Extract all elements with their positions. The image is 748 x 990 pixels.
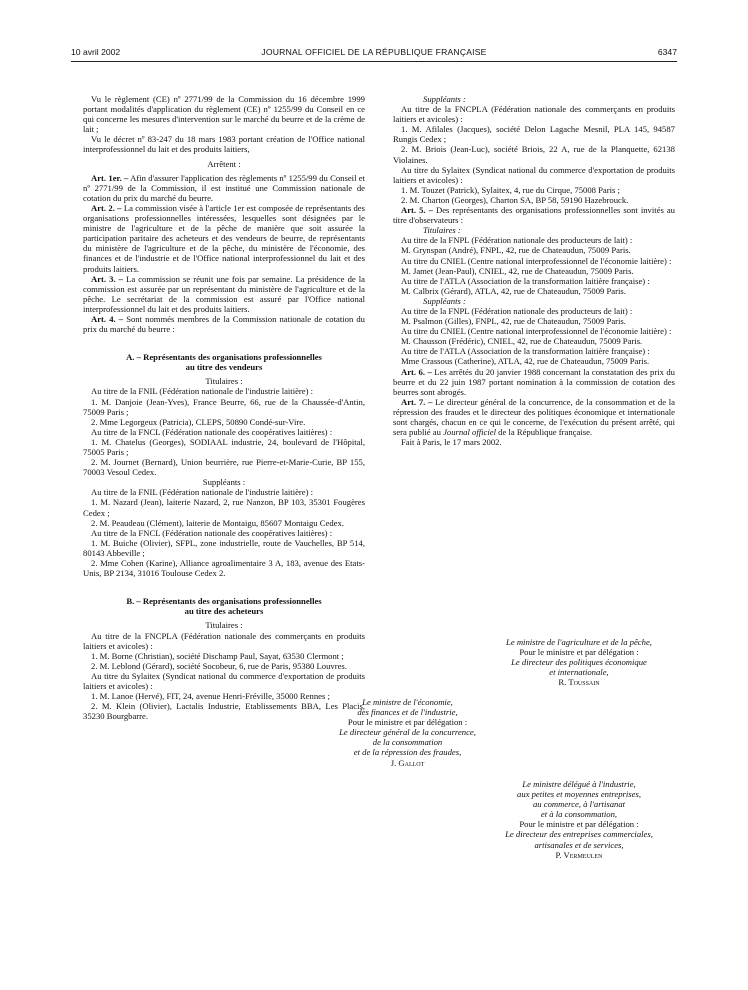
section-a-subheading: au titre des vendeurs	[185, 362, 263, 373]
signature-line: aux petites et moyennes entreprises,	[517, 789, 641, 800]
member-entry: 2. Mme Cohen (Karine), Alliance agroalimentaire 3 A, 183, avenue des Etats-Unis, BP 2134, 31016 Toulouse Cedex 2.	[83, 558, 365, 579]
signature-line: artisanales et de services,	[534, 839, 624, 850]
signature-line: Le directeur des politiques économique	[511, 657, 647, 668]
member-entry: 1. M. Nazard (Jean), laiterie Nazard, 2, rue Nanzon, BP 103, 35301 Fougères Cedex ;	[83, 497, 365, 518]
article-label: Art. 3. –	[91, 273, 123, 284]
paragraph: Au titre de la FNIL (Fédération nationale de l'industrie laitière) :	[91, 386, 314, 397]
section-b-heading: B. – Représentants des organisations professionnelles	[126, 596, 322, 607]
paragraph: Au titre du CNIEL (Centre national interprofessionnel de l'économie laitière) :	[401, 326, 672, 337]
member-entry: 2. M. Charton (Georges), Charton SA, BP 58, 59190 Hazebrouck.	[401, 194, 629, 205]
member-entry: 1. M. Afilales (Jacques), société Delon Lagache Mesnil, PLA 145, 94587 Rungis Cedex ;	[393, 124, 675, 145]
suppleants-heading: Suppléants :	[423, 94, 466, 104]
signatory-name: P. Vermeulen	[555, 849, 603, 860]
signature-line: Pour le ministre et par délégation :	[347, 717, 468, 728]
signature-industrie	[460, 779, 698, 860]
article-1	[83, 173, 365, 203]
article-text: Les arrêtés du 20 janvier 1988 concernant la constatation des prix du beurre et du 22 juin 1987 portant nomination à la commission de cotation des beurres sont abrogés.	[393, 366, 675, 397]
member-entry: 1. M. Borne (Christian), société Dischamp Paul, Sayat, 63530 Clermont ;	[91, 650, 344, 661]
signature-line: et à la consommation,	[540, 809, 618, 820]
member-entry: 1. M. Touzet (Patrick), Sylaitex, 4, rue du Cirque, 75008 Paris ;	[401, 184, 620, 195]
journal-title: JOURNAL OFFICIEL DE LA RÉPUBLIQUE FRANÇAISE	[261, 47, 487, 57]
member-entry: 1. M. Buiche (Olivier), SFPL, zone industrielle, route de Vauchelles, BP 514, 80143 Abbeville ;	[83, 537, 365, 558]
member-entry: 1. M. Lanoe (Hervé), FIT, 24, avenue Henri-Fréville, 35000 Rennes ;	[91, 691, 330, 702]
paragraph: Au titre de la FNCL (Fédération nationale des coopératives laitières) :	[91, 426, 333, 437]
issue-date: 10 avril 2002	[71, 47, 121, 57]
member-entry: 2. M. Journet (Bernard), Union beurrière, rue Pierre-et-Marie-Curie, BP 155, 70003 Vesoul Cedex.	[83, 457, 365, 478]
arrete-heading: Arrêtent :	[207, 158, 241, 169]
member-entry: M. Grynspan (André), FNPL, 42, rue de Chateaudun, 75009 Paris.	[401, 245, 631, 256]
member-entry: M. Psalmon (Gilles), FNPL, 42, rue de Chateaudun, 75009 Paris.	[401, 316, 626, 327]
paragraph: Au titre de la FNCPLA (Fédération nationale des commerçants en produits laitiers et avicoles) :	[393, 104, 675, 125]
paragraph: Au titre de la FNPL (Fédération nationale des producteurs de lait) :	[401, 235, 633, 246]
member-entry: M. Chausson (Frédéric), CNIEL, 42, rue de Chateaudun, 75009 Paris.	[401, 336, 643, 347]
paragraph: Au titre de la FNCL (Fédération nationale des coopératives laitières) :	[91, 527, 333, 538]
article-text: La commission visée à l'article 1er est composée de représentants des organisations professionnelles intéressées, lesquelles sont désignées par le ministre de l'agriculture et de la pêche de manière que soit assurée la participation paritaire des acheteurs et des vendeurs de beurre, de représentants du ministère de l'agriculture et de la pêche, du ministère de l'économie, des finances et de l'industrie et de l'Office national interprofessionnel du lait et des produits laitiers.	[83, 202, 365, 274]
article-2	[83, 203, 365, 274]
article-label: Art. 2. –	[91, 202, 122, 213]
signature-agriculture	[460, 637, 698, 687]
member-entry: 2. M. Leblond (Gérard), société Socobeur, 6, rue de Paris, 95380 Louvres.	[91, 660, 347, 671]
signature-line: et internationale,	[549, 667, 609, 678]
suppleants-heading: Suppléants :	[423, 295, 466, 306]
article-label: Art. 4. –	[91, 313, 124, 324]
paragraph: Au titre du CNIEL (Centre national interprofessionnel de l'économie laitière) :	[401, 255, 672, 266]
section-b-subheading: au titre des acheteurs	[184, 606, 264, 617]
suppleants-heading: Suppléants :	[202, 477, 246, 488]
article-text: Le directeur général de la concurrence, de la consommation et de la répression des fraudes et le directeur des politiques économique et internationale sont chargés, chacun en ce qui le concerne, de l'exécution du présent arrêté, qui sera publié au	[393, 396, 675, 438]
member-entry: 1. M. Danjoie (Jean-Yves), France Beurre, 66, rue de la Chaussée-d'Antin, 75009 Paris ;	[83, 396, 365, 417]
signature-line: Le ministre de l'agriculture et de la pêche,	[506, 637, 652, 647]
article-text: de la République française.	[498, 427, 593, 438]
fait-a-paris: Fait à Paris, le 17 mars 2002.	[401, 437, 502, 448]
signature-line: des finances et de l'industrie,	[357, 707, 458, 718]
signature-line: Pour le ministre et par délégation :	[519, 819, 639, 830]
member-entry: 2. M. Briois (Jean-Luc), société Briois, 22 A, rue de la Planquette, 62138 Violaines.	[393, 144, 675, 165]
article-6	[393, 367, 675, 397]
member-entry: 2. Mme Legorgeux (Patricia), CLEPS, 50890 Condé-sur-Vire.	[91, 416, 306, 427]
titulaires-heading: Titulaires :	[423, 225, 461, 236]
titulaires-heading: Titulaires :	[205, 620, 243, 631]
page-header	[71, 47, 677, 61]
member-entry: Mme Crassous (Catherine), ATLA, 42, rue de Chateaudun, 75009 Paris.	[401, 356, 650, 367]
member-entry: 2. M. Peaudeau (Clément), laiterie de Montaigu, 85607 Montaigu Cedex.	[91, 517, 344, 528]
signature-line: Le ministre délégué à l'industrie,	[522, 779, 636, 789]
article-text: La commission se réunit une fois par semaine. La présidence de la commission est assurée par un représentant du ministère de l'agriculture et de la pêche. Le secrétariat de la commission est assuré par l'Office national interprofessionnel du lait et des produits laitiers.	[83, 273, 365, 314]
article-label: Art. 6. –	[401, 366, 432, 377]
journal-reference: Journal officiel	[443, 427, 497, 438]
article-label: Art. 1er. –	[91, 172, 129, 183]
article-3	[83, 274, 365, 314]
paragraph: Au titre du Sylaitex (Syndicat national du commerce d'exportation de produits laitiers et avicoles) :	[393, 164, 675, 185]
member-entry: M. Calbrix (Gérard), ATLA, 42, rue de Chateaudun, 75009 Paris.	[401, 285, 626, 296]
paragraph: Au titre de l'ATLA (Association de la transformation laitière française) :	[401, 346, 650, 357]
article-7	[393, 397, 675, 437]
article-label: Art. 7. –	[401, 396, 433, 407]
paragraph: Au titre de la FNIL (Fédération nationale de l'industrie laitière) :	[91, 487, 314, 498]
signature-line: Le directeur général de la concurrence,	[339, 727, 476, 738]
paragraph: Au titre de la FNCPLA (Fédération nationale des commerçants en produits laitiers et avicoles) :	[83, 630, 365, 651]
paragraph: Au titre de la FNPL (Fédération nationale des producteurs de lait) :	[401, 305, 633, 316]
page-number: 6347	[657, 47, 677, 57]
signature-block-economie	[300, 697, 515, 768]
titulaires-heading: Titulaires :	[205, 376, 243, 387]
signature-line: Pour le ministre et par délégation :	[519, 647, 639, 658]
article-4	[83, 314, 365, 334]
paragraph: Au titre du Sylaitex (Syndicat national du commerce d'exportation de produits laitiers et avicoles) :	[83, 670, 365, 691]
paragraph: Au titre de l'ATLA (Association de la transformation laitière française) :	[401, 275, 650, 286]
header-rule	[71, 61, 677, 62]
article-text: Sont nommés membres de la Commission nationale de cotation du prix du marché du beurre :	[83, 313, 365, 335]
signature-line: de la consommation	[372, 737, 443, 748]
member-entry: 2. M. Klein (Olivier), Lactalis Industrie, Etablissements BBA, Les Placis, 35230 Bourgbarre.	[83, 701, 365, 722]
section-a-heading: A. – Représentants des organisations professionnelles	[126, 352, 322, 363]
article-text: Des représentants des organisations professionnelles sont invités au titre d'observateurs :	[393, 205, 675, 226]
member-entry: M. Jamet (Jean-Paul), CNIEL, 42, rue de Chateaudun, 75009 Paris.	[401, 265, 634, 276]
signatory-name: J. Gallot	[390, 757, 425, 768]
article-label: Art. 5. –	[401, 205, 433, 216]
signature-line: et de la répression des fraudes,	[353, 747, 462, 758]
signatory-name: R. Toussain	[558, 677, 600, 688]
article-text: Afin d'assurer l'application des règlements nº 1255/99 du Conseil et nº 2771/99 de la Commission, il est institué une Commission nationale de cotation du prix du marché du beurre.	[83, 172, 365, 203]
signature-line: au commerce, à l'artisanat	[532, 799, 626, 810]
signature-line: Le directeur des entreprises commerciales,	[505, 829, 653, 840]
paragraph: Vu le règlement (CE) nº 2771/99 de la Commission du 16 décembre 1999 portant modalités d'application du règlement (CE) nº 1255/99 du Conseil en ce qui concerne les mesures d'intervention sur le marché du beurre et de la crème de lait ;	[83, 94, 365, 135]
left-column	[83, 94, 365, 721]
article-5	[393, 205, 675, 225]
paragraph: Vu le décret nº 83-247 du 18 mars 1983 portant création de l'Office national interprofessionnel du lait et des produits laitiers,	[83, 134, 365, 155]
right-column	[393, 94, 675, 447]
signature-line: Le ministre de l'économie,	[362, 697, 453, 707]
member-entry: 1. M. Chatelus (Georges), SODIAAL industrie, 24, boulevard de l'Hôpital, 75005 Paris ;	[83, 436, 365, 457]
